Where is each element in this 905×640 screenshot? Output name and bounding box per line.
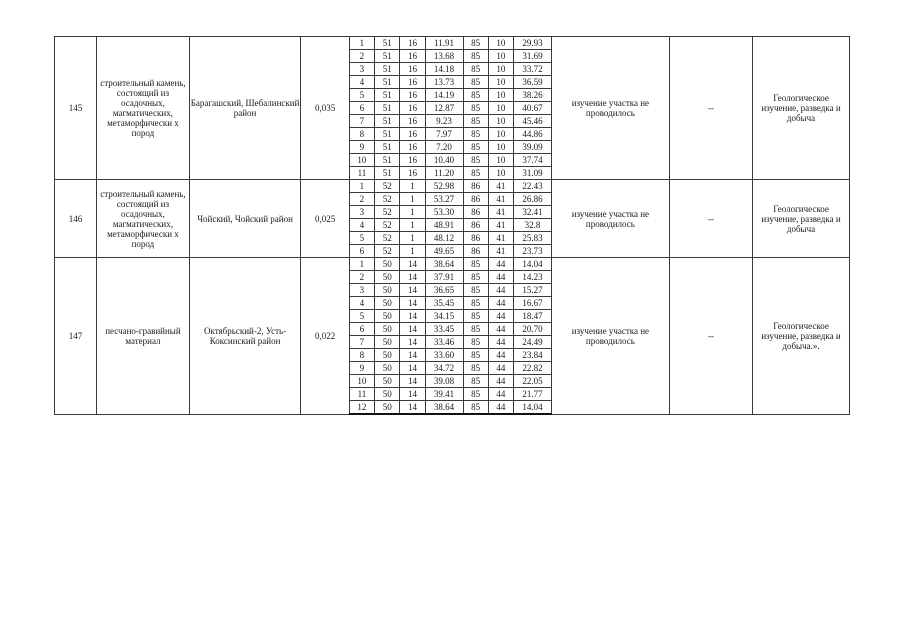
lat-degrees: 50 <box>375 362 400 375</box>
lon-seconds: 45.46 <box>514 115 552 128</box>
lat-minutes: 16 <box>400 115 425 128</box>
lon-seconds: 32.41 <box>514 206 552 219</box>
point-number: 4 <box>349 76 374 89</box>
lat-degrees: 51 <box>375 128 400 141</box>
lat-minutes: 1 <box>400 245 425 258</box>
lon-seconds: 44.86 <box>514 128 552 141</box>
lat-seconds: 7.20 <box>425 141 463 154</box>
lat-seconds: 13.68 <box>425 50 463 63</box>
lat-seconds: 53.30 <box>425 206 463 219</box>
lat-degrees: 52 <box>375 193 400 206</box>
lat-seconds: 37.91 <box>425 271 463 284</box>
lat-seconds: 35.45 <box>425 297 463 310</box>
lat-seconds: 12.87 <box>425 102 463 115</box>
lon-minutes: 10 <box>488 167 513 180</box>
lat-seconds: 36.65 <box>425 284 463 297</box>
lon-degrees: 85 <box>463 89 488 102</box>
lon-seconds: 22.82 <box>514 362 552 375</box>
lat-degrees: 52 <box>375 232 400 245</box>
lat-degrees: 51 <box>375 76 400 89</box>
lon-seconds: 21.77 <box>514 388 552 401</box>
resources-dash: -- <box>669 37 752 180</box>
lon-minutes: 44 <box>488 271 513 284</box>
lat-seconds: 11.20 <box>425 167 463 180</box>
lat-minutes: 14 <box>400 349 425 362</box>
lat-degrees: 51 <box>375 63 400 76</box>
lon-degrees: 85 <box>463 401 488 415</box>
point-number: 10 <box>349 154 374 167</box>
lat-minutes: 14 <box>400 323 425 336</box>
lat-seconds: 48.91 <box>425 219 463 232</box>
lon-degrees: 85 <box>463 102 488 115</box>
lat-degrees: 52 <box>375 245 400 258</box>
lon-seconds: 26.86 <box>514 193 552 206</box>
study-status: изучение участка не проводилось <box>551 258 669 415</box>
lon-seconds: 14.04 <box>514 258 552 271</box>
lat-degrees: 50 <box>375 297 400 310</box>
lat-degrees: 50 <box>375 310 400 323</box>
lat-degrees: 51 <box>375 89 400 102</box>
lon-minutes: 10 <box>488 89 513 102</box>
lon-degrees: 86 <box>463 193 488 206</box>
lon-minutes: 44 <box>488 388 513 401</box>
lon-seconds: 29.93 <box>514 37 552 50</box>
usage-purpose: Геологическое изучение, разведка и добыча <box>753 37 850 180</box>
lon-seconds: 36.59 <box>514 76 552 89</box>
point-number: 9 <box>349 141 374 154</box>
lat-minutes: 14 <box>400 310 425 323</box>
lon-minutes: 44 <box>488 401 513 415</box>
point-number: 11 <box>349 388 374 401</box>
lat-seconds: 13.73 <box>425 76 463 89</box>
plot-number: 146 <box>55 180 97 258</box>
lat-minutes: 1 <box>400 206 425 219</box>
study-status: изучение участка не проводилось <box>551 180 669 258</box>
plot-area: 0,035 <box>301 37 349 180</box>
lon-minutes: 10 <box>488 63 513 76</box>
lat-seconds: 38.64 <box>425 401 463 415</box>
lon-seconds: 39.09 <box>514 141 552 154</box>
lon-seconds: 20.70 <box>514 323 552 336</box>
point-number: 2 <box>349 271 374 284</box>
lon-degrees: 85 <box>463 310 488 323</box>
lat-minutes: 16 <box>400 89 425 102</box>
lat-seconds: 34.15 <box>425 310 463 323</box>
point-number: 1 <box>349 258 374 271</box>
lon-minutes: 44 <box>488 284 513 297</box>
lat-degrees: 50 <box>375 349 400 362</box>
lat-degrees: 52 <box>375 180 400 193</box>
table-body <box>55 37 850 415</box>
lat-minutes: 16 <box>400 141 425 154</box>
subsoil-plots-table <box>54 36 850 415</box>
lon-degrees: 85 <box>463 362 488 375</box>
lat-seconds: 11.91 <box>425 37 463 50</box>
lon-degrees: 85 <box>463 115 488 128</box>
point-number: 6 <box>349 323 374 336</box>
lon-seconds: 38.26 <box>514 89 552 102</box>
plot-area: 0,025 <box>301 180 349 258</box>
lat-degrees: 51 <box>375 50 400 63</box>
lon-minutes: 10 <box>488 128 513 141</box>
lon-degrees: 85 <box>463 284 488 297</box>
lon-degrees: 85 <box>463 50 488 63</box>
point-number: 12 <box>349 401 374 415</box>
lon-minutes: 44 <box>488 336 513 349</box>
lat-minutes: 14 <box>400 362 425 375</box>
lon-seconds: 33.72 <box>514 63 552 76</box>
lat-minutes: 14 <box>400 297 425 310</box>
plot-number: 145 <box>55 37 97 180</box>
lon-seconds: 31.69 <box>514 50 552 63</box>
lon-degrees: 85 <box>463 375 488 388</box>
lat-minutes: 14 <box>400 388 425 401</box>
point-number: 3 <box>349 63 374 76</box>
lon-seconds: 15.27 <box>514 284 552 297</box>
lon-minutes: 10 <box>488 76 513 89</box>
table-row <box>55 258 850 271</box>
lon-degrees: 85 <box>463 128 488 141</box>
lon-seconds: 14.23 <box>514 271 552 284</box>
lon-degrees: 85 <box>463 323 488 336</box>
lon-minutes: 41 <box>488 180 513 193</box>
point-number: 10 <box>349 375 374 388</box>
usage-purpose: Геологическое изучение, разведка и добыча <box>753 180 850 258</box>
lat-seconds: 49.65 <box>425 245 463 258</box>
lon-seconds: 25.83 <box>514 232 552 245</box>
lat-seconds: 10.40 <box>425 154 463 167</box>
point-number: 8 <box>349 128 374 141</box>
point-number: 6 <box>349 102 374 115</box>
lon-seconds: 16.67 <box>514 297 552 310</box>
lon-degrees: 85 <box>463 297 488 310</box>
lat-minutes: 14 <box>400 284 425 297</box>
lon-degrees: 85 <box>463 76 488 89</box>
plot-location: Октябрьский-2, Усть-Коксинский район <box>189 258 301 415</box>
point-number: 7 <box>349 115 374 128</box>
lat-seconds: 33.60 <box>425 349 463 362</box>
lat-seconds: 34.72 <box>425 362 463 375</box>
lon-degrees: 86 <box>463 180 488 193</box>
lat-seconds: 52.98 <box>425 180 463 193</box>
plot-number: 147 <box>55 258 97 415</box>
point-number: 7 <box>349 336 374 349</box>
lat-minutes: 14 <box>400 271 425 284</box>
lon-degrees: 85 <box>463 258 488 271</box>
point-number: 6 <box>349 245 374 258</box>
point-number: 3 <box>349 206 374 219</box>
lat-minutes: 1 <box>400 232 425 245</box>
lon-minutes: 44 <box>488 375 513 388</box>
lat-minutes: 1 <box>400 180 425 193</box>
point-number: 5 <box>349 89 374 102</box>
lat-degrees: 50 <box>375 258 400 271</box>
lon-degrees: 85 <box>463 349 488 362</box>
lat-seconds: 9.23 <box>425 115 463 128</box>
lat-seconds: 14.19 <box>425 89 463 102</box>
lon-minutes: 44 <box>488 310 513 323</box>
mineral-type: строительный камень, состоящий из осадочных, магматических, метаморфически х пород <box>97 180 190 258</box>
lon-degrees: 86 <box>463 219 488 232</box>
lon-minutes: 10 <box>488 154 513 167</box>
lon-degrees: 85 <box>463 388 488 401</box>
lat-degrees: 51 <box>375 37 400 50</box>
lon-seconds: 40.67 <box>514 102 552 115</box>
lat-degrees: 51 <box>375 102 400 115</box>
lat-degrees: 51 <box>375 115 400 128</box>
lat-minutes: 16 <box>400 50 425 63</box>
lon-degrees: 85 <box>463 167 488 180</box>
lat-seconds: 48.12 <box>425 232 463 245</box>
lat-minutes: 14 <box>400 336 425 349</box>
resources-dash: -- <box>669 258 752 415</box>
lon-degrees: 86 <box>463 232 488 245</box>
resources-dash: -- <box>669 180 752 258</box>
lat-minutes: 16 <box>400 102 425 115</box>
lon-seconds: 18.47 <box>514 310 552 323</box>
point-number: 3 <box>349 284 374 297</box>
lon-seconds: 23.73 <box>514 245 552 258</box>
lat-seconds: 38.64 <box>425 258 463 271</box>
mineral-type: песчано-гравийный материал <box>97 258 190 415</box>
lon-seconds: 14.04 <box>514 401 552 415</box>
usage-purpose: Геологическое изучение, разведка и добыча.». <box>753 258 850 415</box>
study-status: изучение участка не проводилось <box>551 37 669 180</box>
lon-degrees: 85 <box>463 336 488 349</box>
lat-seconds: 33.46 <box>425 336 463 349</box>
lat-seconds: 53.27 <box>425 193 463 206</box>
lon-degrees: 85 <box>463 37 488 50</box>
lon-degrees: 85 <box>463 154 488 167</box>
lat-minutes: 14 <box>400 375 425 388</box>
point-number: 2 <box>349 193 374 206</box>
lat-degrees: 52 <box>375 219 400 232</box>
lat-minutes: 14 <box>400 401 425 415</box>
point-number: 4 <box>349 219 374 232</box>
point-number: 4 <box>349 297 374 310</box>
lat-minutes: 1 <box>400 193 425 206</box>
lat-degrees: 50 <box>375 375 400 388</box>
lat-seconds: 14.18 <box>425 63 463 76</box>
lon-seconds: 37.74 <box>514 154 552 167</box>
lat-seconds: 7.97 <box>425 128 463 141</box>
lat-seconds: 33.45 <box>425 323 463 336</box>
lon-degrees: 85 <box>463 141 488 154</box>
lon-minutes: 44 <box>488 349 513 362</box>
lat-degrees: 51 <box>375 141 400 154</box>
lon-minutes: 41 <box>488 193 513 206</box>
lat-degrees: 50 <box>375 284 400 297</box>
table-row <box>55 180 850 193</box>
point-number: 11 <box>349 167 374 180</box>
lat-minutes: 16 <box>400 167 425 180</box>
lat-minutes: 16 <box>400 63 425 76</box>
lon-minutes: 10 <box>488 141 513 154</box>
lon-minutes: 10 <box>488 50 513 63</box>
point-number: 1 <box>349 180 374 193</box>
point-number: 5 <box>349 310 374 323</box>
lon-minutes: 44 <box>488 362 513 375</box>
lon-minutes: 10 <box>488 102 513 115</box>
point-number: 2 <box>349 50 374 63</box>
lon-minutes: 10 <box>488 115 513 128</box>
lon-degrees: 85 <box>463 63 488 76</box>
lon-seconds: 22.05 <box>514 375 552 388</box>
point-number: 1 <box>349 37 374 50</box>
point-number: 8 <box>349 349 374 362</box>
lon-minutes: 41 <box>488 232 513 245</box>
lon-seconds: 23.84 <box>514 349 552 362</box>
lon-minutes: 44 <box>488 297 513 310</box>
point-number: 5 <box>349 232 374 245</box>
table-row <box>55 37 850 50</box>
plot-location: Чойский, Чойский район <box>189 180 301 258</box>
mineral-type: строительный камень, состоящий из осадочных, магматических, метаморфически х пород <box>97 37 190 180</box>
lat-minutes: 16 <box>400 128 425 141</box>
lon-seconds: 32.8 <box>514 219 552 232</box>
lon-seconds: 31.09 <box>514 167 552 180</box>
lat-minutes: 16 <box>400 154 425 167</box>
lon-minutes: 10 <box>488 37 513 50</box>
lat-degrees: 50 <box>375 271 400 284</box>
lon-minutes: 41 <box>488 245 513 258</box>
lon-minutes: 44 <box>488 258 513 271</box>
lat-degrees: 52 <box>375 206 400 219</box>
lon-minutes: 44 <box>488 323 513 336</box>
lat-degrees: 50 <box>375 336 400 349</box>
lat-minutes: 16 <box>400 76 425 89</box>
lon-seconds: 24.49 <box>514 336 552 349</box>
lat-degrees: 50 <box>375 323 400 336</box>
plot-location: Барагашский, Шебалинский район <box>189 37 301 180</box>
lat-minutes: 1 <box>400 219 425 232</box>
lon-minutes: 41 <box>488 219 513 232</box>
lon-degrees: 86 <box>463 206 488 219</box>
plot-area: 0,022 <box>301 258 349 415</box>
lon-minutes: 41 <box>488 206 513 219</box>
lon-seconds: 22.43 <box>514 180 552 193</box>
point-number: 9 <box>349 362 374 375</box>
lat-minutes: 16 <box>400 37 425 50</box>
lat-minutes: 14 <box>400 258 425 271</box>
lon-degrees: 86 <box>463 245 488 258</box>
lat-degrees: 51 <box>375 167 400 180</box>
lat-degrees: 51 <box>375 154 400 167</box>
lat-degrees: 50 <box>375 388 400 401</box>
lat-degrees: 50 <box>375 401 400 415</box>
lat-seconds: 39.41 <box>425 388 463 401</box>
lat-seconds: 39.08 <box>425 375 463 388</box>
lon-degrees: 85 <box>463 271 488 284</box>
